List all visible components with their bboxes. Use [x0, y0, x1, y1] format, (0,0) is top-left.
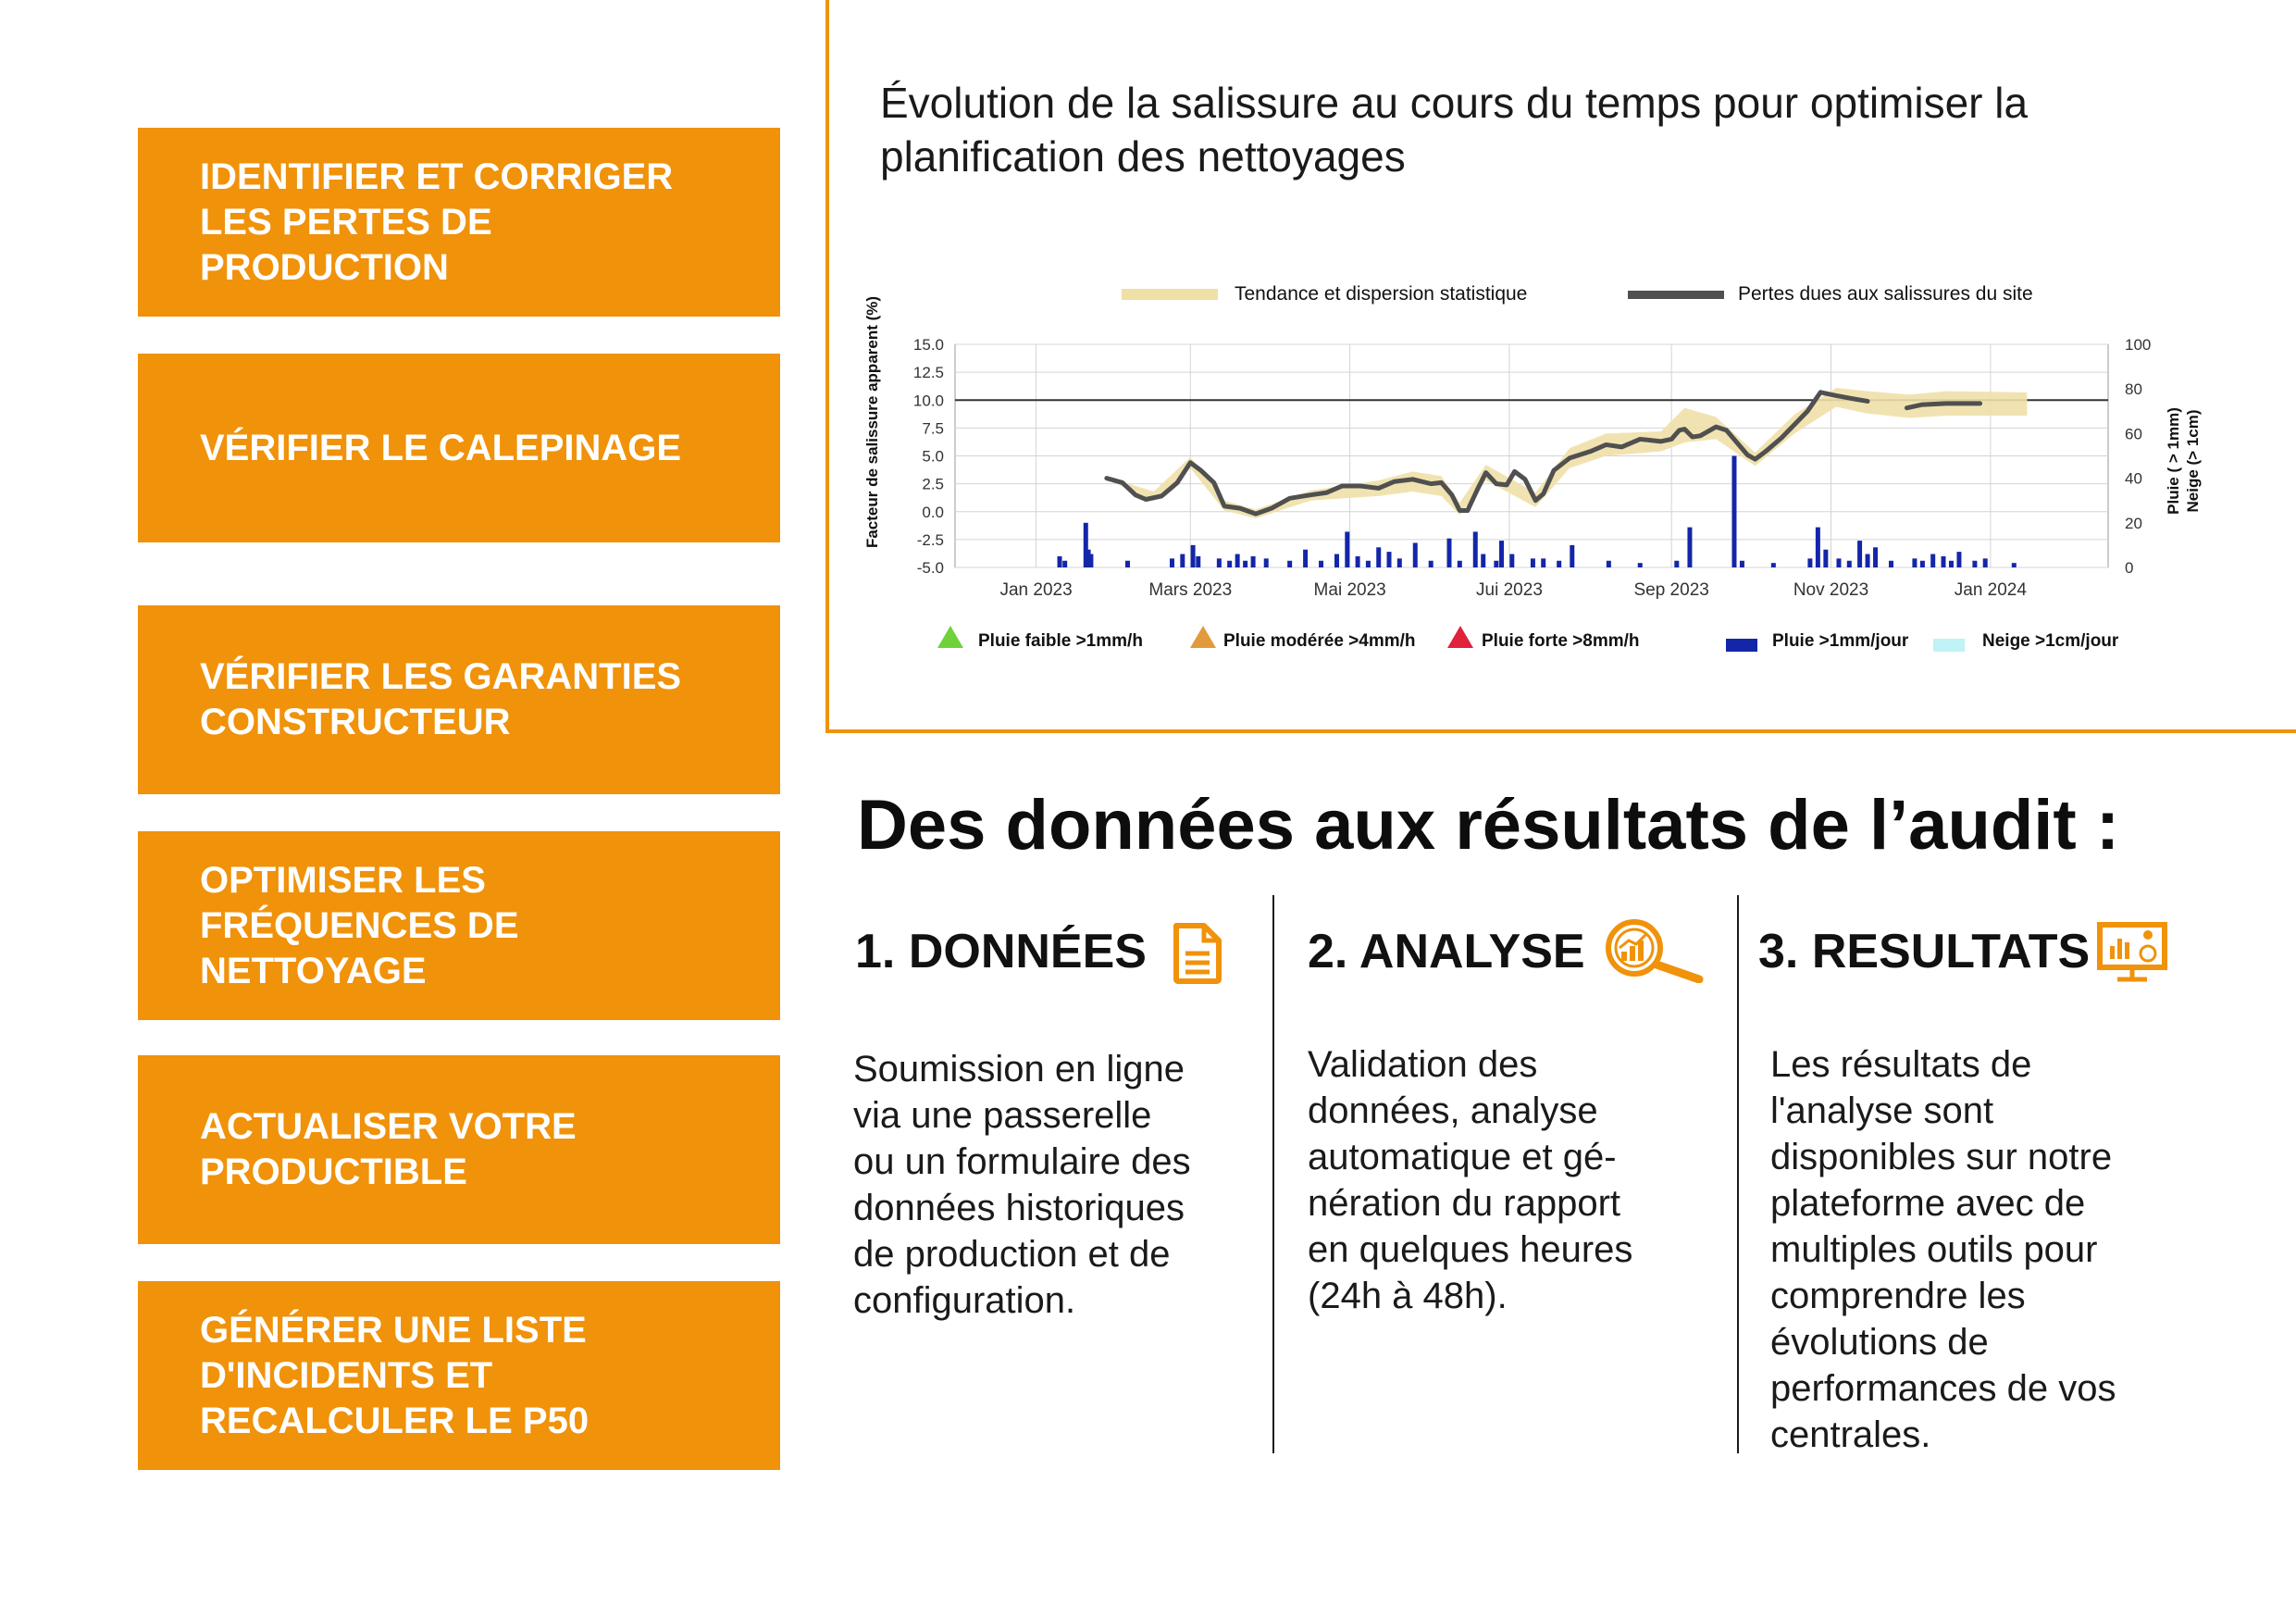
rain-bar — [1235, 554, 1240, 567]
rain-bar — [1345, 531, 1349, 567]
legend-label-moderate-rain: Pluie modérée >4mm/h — [1223, 631, 1416, 651]
rain-bar — [1531, 558, 1535, 567]
step-title-analyse: 2. ANALYSE — [1308, 925, 1585, 978]
rain-bar — [1170, 558, 1174, 567]
rain-bar — [1956, 552, 1961, 567]
step-text-line: comprendre les — [1770, 1276, 2026, 1316]
y2-tick-label: 100 — [2125, 336, 2152, 354]
step-text-line: nération du rapport — [1308, 1183, 1621, 1224]
rain-bar — [1387, 552, 1392, 567]
y-axis-label: Facteur de salissure apparent (%) — [863, 295, 881, 549]
rain-bar — [1816, 528, 1820, 567]
action-box-identify — [138, 128, 780, 317]
rain-bar — [1740, 561, 1744, 567]
action-box-productible — [138, 1055, 780, 1244]
rain-bar — [1570, 545, 1574, 567]
rain-bar — [1866, 554, 1870, 567]
y2-tick-label: 80 — [2125, 380, 2142, 399]
rain-bar — [1473, 531, 1478, 567]
rain-bar — [1088, 554, 1093, 567]
x-tick-label: Jan 2023 — [999, 580, 1073, 600]
rain-bar — [1494, 561, 1498, 567]
step-text-line: (24h à 48h). — [1308, 1276, 1508, 1316]
y2-tick-label: 20 — [2125, 514, 2142, 532]
rain-bar — [1499, 541, 1504, 567]
rain-bar — [1857, 541, 1862, 567]
step-text-line: en quelques heures — [1308, 1229, 1633, 1270]
rain-bar — [1541, 558, 1545, 567]
step-text-analyse — [1308, 1041, 1632, 1319]
rain-bar — [1376, 547, 1381, 567]
action-box-label: GÉNÉRER UNE LISTE D'INCIDENTS ET RECALCULER LE P50 — [200, 1309, 590, 1441]
rain-bar — [1125, 561, 1130, 567]
rain-bar — [1413, 542, 1418, 567]
legend-label-losses: Pertes dues aux salissures du site — [1738, 283, 2033, 305]
bottom-legend — [937, 626, 2119, 652]
rain-bar — [1196, 556, 1200, 567]
step-text-resultats — [1770, 1041, 2116, 1458]
y-tick-label: 2.5 — [922, 475, 944, 493]
action-box-label: VÉRIFIER LE CALEPINAGE — [200, 427, 682, 468]
rain-bar — [1191, 545, 1196, 567]
step-title-donnees: 1. DONNÉES — [855, 925, 1147, 978]
rain-bar — [1972, 561, 1977, 567]
rain-bar — [1429, 561, 1433, 567]
y-tick-label: -2.5 — [916, 530, 944, 549]
action-box-label: IDENTIFIER ET CORRIGER LES PERTES DE PRODUCTION — [200, 156, 674, 288]
rain-bar — [1287, 561, 1292, 567]
chart-title: Évolution de la salissure au cours du temps pour optimiser la planification des nettoyages — [880, 79, 2029, 181]
rain-bar — [1397, 558, 1402, 567]
rain-bar — [1447, 539, 1452, 567]
rain-bar — [1912, 558, 1917, 567]
rain-bar — [1243, 561, 1247, 567]
rain-bar — [1058, 556, 1062, 567]
trend-band — [1107, 388, 2028, 518]
y-tick-label: 15.0 — [912, 336, 944, 354]
legend-swatch-trend — [1122, 289, 1218, 300]
legend-marker-moderate-rain — [1190, 626, 1216, 648]
step-text-line: évolutions de — [1770, 1322, 1989, 1363]
step-text-line: configuration. — [853, 1280, 1076, 1321]
x-tick-label: Mai 2023 — [1313, 580, 1386, 600]
y2-axis-label-rain: Pluie ( > 1mm) — [2165, 407, 2182, 515]
y-tick-label: 5.0 — [922, 447, 944, 466]
step-text-line: Validation des — [1308, 1044, 1538, 1085]
rain-bar — [1509, 554, 1514, 567]
action-box-label: ACTUALISER VOTRE PRODUCTIBLE — [200, 1106, 577, 1192]
x-tick-label: Nov 2023 — [1793, 580, 1869, 600]
rain-bar — [1983, 558, 1988, 567]
rain-bar — [1481, 554, 1485, 567]
action-box-label: VÉRIFIER LES GARANTIES CONSTRUCTEUR — [200, 656, 682, 742]
grid — [955, 344, 2108, 567]
magnifier-chart-icon — [1603, 916, 1705, 983]
x-tick-label: Mars 2023 — [1148, 580, 1233, 600]
rain-bar — [1062, 561, 1067, 567]
step-title-resultats: 3. RESULTATS — [1758, 925, 2091, 978]
y-tick-label: 7.5 — [922, 419, 944, 438]
column-divider-1 — [1272, 895, 1274, 1453]
rain-bar — [1557, 561, 1561, 567]
legend-label-trend: Tendance et dispersion statistique — [1235, 283, 1528, 305]
rain-bar — [1264, 558, 1269, 567]
x-tick-label: Sep 2023 — [1633, 580, 1709, 600]
rain-bar — [1227, 561, 1232, 567]
step-text-line: données historiques — [853, 1188, 1185, 1228]
rain-bar — [1889, 561, 1893, 567]
legend-marker-daily-rain — [1726, 639, 1757, 652]
rain-bar — [1823, 550, 1828, 567]
legend-label-snow: Neige >1cm/jour — [1982, 631, 2119, 651]
rain-bar — [2012, 563, 2017, 567]
y2-tick-label: 60 — [2125, 425, 2142, 443]
action-box-nettoyage — [138, 831, 780, 1020]
legend-label-light-rain: Pluie faible >1mm/h — [978, 631, 1143, 651]
y-tick-label: 0.0 — [922, 503, 944, 521]
rain-bar — [1674, 561, 1679, 567]
step-text-line: plateforme avec de — [1770, 1183, 2086, 1224]
rain-bar — [1836, 558, 1841, 567]
legend-marker-snow — [1933, 639, 1965, 652]
step-text-line: de production et de — [853, 1234, 1171, 1275]
x-tick-label: Jui 2023 — [1476, 580, 1543, 600]
column-divider-2 — [1737, 895, 1739, 1453]
presentation-board-icon — [2097, 922, 2167, 983]
rain-bar — [1356, 556, 1360, 567]
rain-bar — [1334, 554, 1339, 567]
action-box-incidents — [138, 1281, 780, 1470]
rain-bar — [1366, 561, 1371, 567]
document-icon — [1171, 922, 1224, 985]
legend-label-daily-rain: Pluie >1mm/jour — [1772, 631, 1909, 651]
rain-bar — [1942, 556, 1946, 567]
rain-bar — [1920, 561, 1925, 567]
step-text-line: disponibles sur notre — [1770, 1137, 2113, 1177]
step-text-line: l'analyse sont — [1770, 1090, 1994, 1131]
rain-bar — [1607, 561, 1611, 567]
y2-axis-label-snow: Neige (> 1cm) — [2184, 409, 2202, 513]
legend-label-heavy-rain: Pluie forte >8mm/h — [1482, 631, 1640, 651]
rain-bar — [1771, 563, 1776, 567]
rain-bar — [1949, 561, 1954, 567]
y-tick-label: -5.0 — [916, 559, 944, 577]
x-tick-label: Jan 2024 — [1954, 580, 2027, 600]
soiling-chart — [861, 268, 2230, 676]
step-text-line: multiples outils pour — [1770, 1229, 2098, 1270]
rain-bar — [1303, 550, 1308, 567]
loss-lines — [1107, 392, 1980, 514]
rain-bar — [1251, 556, 1256, 567]
action-box-label: OPTIMISER LES FRÉQUENCES DE NETTOYAGE — [200, 859, 519, 991]
step-text-line: via une passerelle — [853, 1095, 1152, 1136]
action-box-calepinage — [138, 354, 780, 542]
step-text-line: centrales. — [1770, 1414, 1931, 1455]
rain-bar — [1319, 561, 1323, 567]
action-box-garanties — [138, 605, 780, 794]
step-text-line: données, analyse — [1308, 1090, 1598, 1131]
rain-bar — [1687, 528, 1692, 567]
rain-bar — [1217, 558, 1222, 567]
y-tick-label: 10.0 — [912, 392, 944, 410]
rain-bar — [1873, 547, 1878, 567]
legend-marker-light-rain — [937, 626, 963, 648]
step-text-line: performances de vos — [1770, 1368, 2116, 1409]
step-text-line: Les résultats de — [1770, 1044, 2032, 1085]
rain-bar — [1731, 456, 1736, 568]
step-text-line: automatique et gé- — [1308, 1137, 1617, 1177]
step-text-line: ou un formulaire des — [853, 1141, 1191, 1182]
legend-swatch-losses — [1628, 291, 1724, 299]
audit-title: Des données aux résultats de l’audit : — [857, 786, 2120, 865]
top-legend — [1122, 283, 2033, 305]
rain-bar — [1807, 558, 1812, 567]
rain-bar — [1930, 554, 1935, 567]
rain-bar — [1458, 561, 1462, 567]
step-text-donnees — [853, 1046, 1191, 1324]
legend-marker-heavy-rain — [1447, 626, 1473, 648]
rain-bar — [1847, 561, 1852, 567]
y2-tick-label: 40 — [2125, 469, 2142, 488]
trend-band-area — [1107, 388, 2028, 518]
y-tick-label: 12.5 — [912, 364, 944, 382]
step-text-line: Soumission en ligne — [853, 1049, 1185, 1090]
rain-bar — [1180, 554, 1185, 567]
rain-bar — [1638, 563, 1643, 567]
y2-tick-label: 0 — [2125, 559, 2134, 577]
